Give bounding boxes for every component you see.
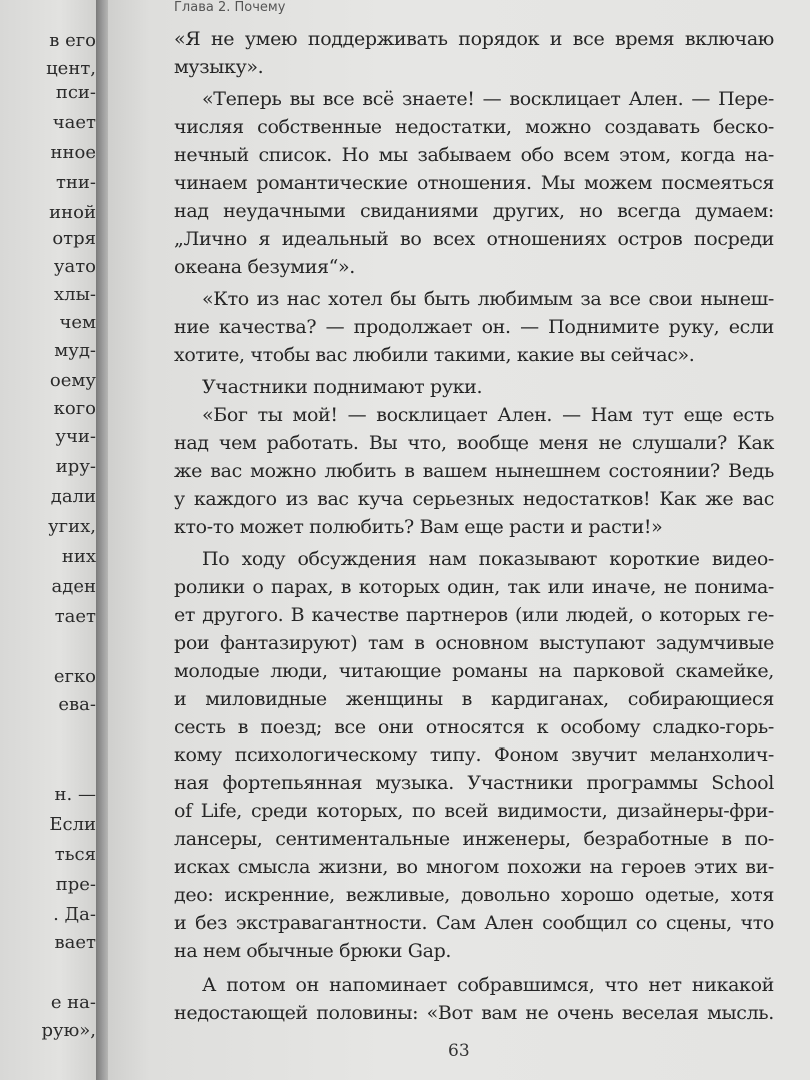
left-page-fragment: е на- <box>50 992 96 1013</box>
left-page-fragment: пре- <box>55 874 96 895</box>
left-page-fragment: Если <box>49 814 96 835</box>
text-line: у каждого из вас куча серьезных недостатков! Как же вас <box>174 488 774 510</box>
text-line: нечный список. Но мы забываем обо всем этом, когда на- <box>174 144 774 166</box>
text-line: лансеры, сентиментальные инженеры, безработные в по- <box>174 828 774 850</box>
left-page-fragment: вает <box>54 932 96 953</box>
text-line: чинаем романтические отношения. Мы можем посмеяться <box>174 172 774 194</box>
left-page-fragment: иной <box>49 202 96 223</box>
left-page-fragment: чает <box>52 112 96 133</box>
text-line: и миловидные женщины в кардиганах, собирающиеся <box>174 688 774 710</box>
text-line: По ходу обсуждения нам показывают короткие видео- <box>202 548 774 570</box>
left-page-fragment: отря <box>52 228 96 249</box>
text-line: део: искренние, вежливые, довольно хорошо одетые, хотя <box>174 884 774 906</box>
left-page-fragment: чем <box>59 312 96 333</box>
left-page <box>0 0 100 1080</box>
text-line: на нем обычные брюки Gap. <box>174 940 452 962</box>
text-line: of Life, среди которых, по всей видимости, дизайнеры-фри- <box>174 800 774 822</box>
left-page-fragment: оему <box>49 370 96 391</box>
text-line: молодые люди, читающие романы на парковой скамейке, <box>174 660 774 682</box>
left-page-fragment: ева- <box>58 694 96 715</box>
left-page-fragment: иру- <box>55 456 96 477</box>
left-page-fragment: цент, <box>46 58 96 79</box>
text-line: над чем работать. Вы что, вообще меня не слушали? Как <box>174 432 774 454</box>
left-page-fragment: пси- <box>55 82 96 103</box>
left-page-fragment: хлы- <box>54 284 96 305</box>
text-line: ние качества? — продолжает он. — Поднимите руку, если <box>174 316 774 338</box>
text-line: над неудачными свиданиями других, но всегда думаем: <box>174 200 774 222</box>
left-page-fragment: тни- <box>55 172 96 193</box>
left-page-fragment: . Да- <box>53 904 96 925</box>
text-line: А потом он напоминает собравшимся, что нет никакой <box>202 974 774 996</box>
text-line: исках смысла жизни, во многом похожи на героев этих ви- <box>174 856 774 878</box>
text-line: ролики о парах, в которых один, так или иначе, не понима- <box>174 576 774 598</box>
left-page-fragment: угих, <box>48 516 96 537</box>
left-page-fragment: них <box>61 546 96 567</box>
left-page-fragment: учи- <box>55 426 96 447</box>
text-line: рои фантазируют) там в основном выступают задумчивые <box>174 632 774 654</box>
left-page-fragment: муд- <box>54 340 96 361</box>
left-page-fragment: аден <box>51 576 96 597</box>
text-line: «Бог ты мой! — восклицает Ален. — Нам тут еще есть <box>202 404 774 426</box>
running-head: Глава 2. Почему <box>174 0 286 15</box>
left-page-fragment: рую», <box>41 1020 96 1041</box>
text-line: ет другого. В качестве партнеров (или людей, о которых ге- <box>174 604 774 626</box>
text-line: „Лично я идеальный во всех отношениях остров посреди <box>174 228 774 250</box>
page-number: 63 <box>448 1041 470 1061</box>
left-page-fragment: ться <box>54 844 96 865</box>
text-line: «Теперь вы все всё знаете! — восклицает Ален. — Пере- <box>202 88 774 110</box>
left-page-fragment: уато <box>53 256 96 277</box>
text-line: «Я не умею поддерживать порядок и все время включаю <box>174 28 774 50</box>
left-page-fragment: егко <box>53 666 96 687</box>
left-page-fragment: тает <box>54 606 96 627</box>
left-page-fragment: нное <box>50 142 96 163</box>
left-page-fragment: н. — <box>54 784 96 805</box>
text-line: океана безумия“». <box>174 256 355 278</box>
text-line: сесть в поезд; все они относятся к особому сладко-горь- <box>174 716 774 738</box>
text-line: Участники поднимают руки. <box>202 376 483 398</box>
left-page-fragment: в его <box>49 30 96 51</box>
text-line: кто-то может полюбить? Вам еще расти и расти!» <box>174 516 663 538</box>
left-page-fragment: дали <box>50 486 96 507</box>
right-page <box>108 0 810 1080</box>
text-line: же вас можно любить в вашем нынешнем состоянии? Ведь <box>174 460 774 482</box>
text-line: недостающей половины: «Вот вам не очень веселая мысль. <box>174 1002 774 1024</box>
text-line: числяя собственные недостатки, можно создавать беско- <box>174 116 774 138</box>
text-line: «Кто из нас хотел бы быть любимым за все свои нынеш- <box>202 288 774 310</box>
text-line: хотите, чтобы вас любили такими, какие вы сейчас». <box>174 344 695 366</box>
text-line: кому психологическому типу. Фоном звучит меланхолич- <box>174 744 774 766</box>
left-page-fragment: кого <box>53 398 96 419</box>
text-line: ная фортепьянная музыка. Участники программы School <box>174 772 774 794</box>
text-line: и без экстравагантности. Сам Ален сообщил со сцены, что <box>174 912 774 934</box>
text-line: музыку». <box>174 56 264 78</box>
